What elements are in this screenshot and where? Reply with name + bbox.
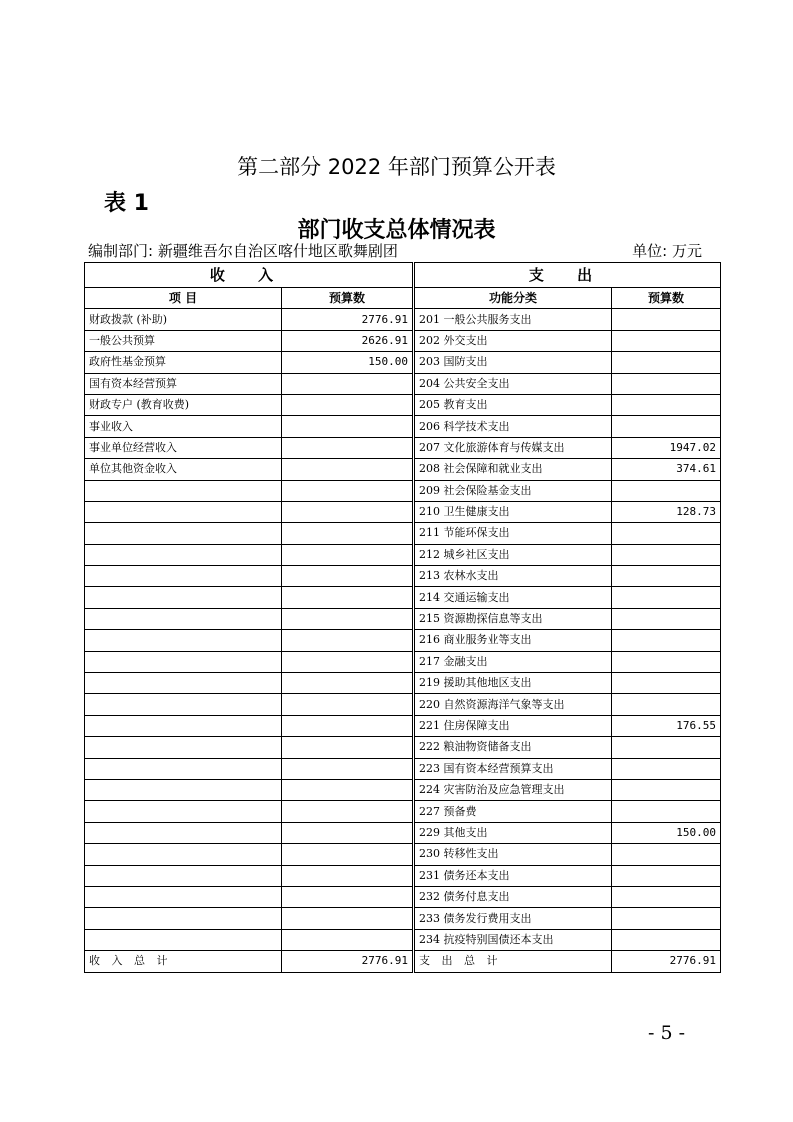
expense-value-cell (612, 779, 721, 800)
expense-value-cell: 1947.02 (612, 437, 721, 458)
part-title: 第二部分 2022 年部门预算公开表 (237, 155, 556, 179)
expense-item-cell: 234 抗疫特别国债还本支出 (414, 929, 612, 950)
income-value-cell (282, 822, 414, 843)
expense-item-cell: 219 援助其他地区支出 (414, 673, 612, 694)
budget-table (84, 262, 721, 973)
table-row (85, 416, 721, 437)
income-item-cell (85, 501, 282, 522)
expense-value-cell (612, 566, 721, 587)
income-value-cell (282, 779, 414, 800)
income-value-cell: 2626.91 (282, 330, 414, 351)
income-item-cell (85, 587, 282, 608)
income-item-cell (85, 715, 282, 736)
table-row (85, 501, 721, 522)
income-value-cell: 150.00 (282, 352, 414, 373)
expense-value-cell (612, 673, 721, 694)
table-row (85, 886, 721, 907)
income-item-cell (85, 608, 282, 629)
table-row (85, 865, 721, 886)
expense-value-cell (612, 886, 721, 907)
expense-item-cell: 213 农林水支出 (414, 566, 612, 587)
table-row (85, 608, 721, 629)
income-item-cell (85, 801, 282, 822)
table-number: 表 1 (104, 191, 149, 216)
income-value-cell (282, 501, 414, 522)
income-value-cell (282, 801, 414, 822)
income-item-cell (85, 480, 282, 501)
income-value-cell (282, 544, 414, 565)
income-section-header: 收 入 (85, 263, 414, 288)
income-item-cell (85, 566, 282, 587)
income-value-cell (282, 566, 414, 587)
income-item-cell (85, 673, 282, 694)
income-value-cell (282, 523, 414, 544)
expense-item-cell: 207 文化旅游体育与传媒支出 (414, 437, 612, 458)
income-item-cell (85, 630, 282, 651)
expense-value-cell (612, 394, 721, 415)
income-item-cell (85, 651, 282, 672)
expense-item-cell: 222 粮油物资储备支出 (414, 737, 612, 758)
income-item-cell (85, 694, 282, 715)
table-row (85, 844, 721, 865)
expense-value-cell (612, 373, 721, 394)
income-value-cell (282, 694, 414, 715)
table-row (85, 459, 721, 480)
income-item-cell: 财政拨款 (补助) (85, 309, 282, 330)
income-item-cell (85, 822, 282, 843)
income-total-label: 收 入 总 计 (85, 951, 282, 972)
income-value-cell (282, 608, 414, 629)
expense-item-cell: 230 转移性支出 (414, 844, 612, 865)
table-row (85, 929, 721, 950)
expense-value-cell: 128.73 (612, 501, 721, 522)
income-value-cell (282, 651, 414, 672)
income-item-cell (85, 523, 282, 544)
budget-column-header: 预算数 (282, 288, 414, 309)
income-item-cell (85, 886, 282, 907)
table-row (85, 544, 721, 565)
expense-value-cell (612, 587, 721, 608)
table-row (85, 779, 721, 800)
budget-table-body (85, 309, 721, 951)
page-number: - 5 - (648, 1022, 686, 1044)
expense-item-cell: 212 城乡社区支出 (414, 544, 612, 565)
income-item-cell (85, 737, 282, 758)
table-row (85, 309, 721, 330)
table-row (85, 480, 721, 501)
expense-value-cell: 150.00 (612, 822, 721, 843)
expense-value-cell (612, 330, 721, 351)
expense-value-cell (612, 416, 721, 437)
table-row (85, 587, 721, 608)
income-value-cell (282, 480, 414, 501)
expense-value-cell (612, 758, 721, 779)
expense-value-cell (612, 844, 721, 865)
expense-section-header: 支 出 (414, 263, 721, 288)
table-title: 部门收支总体情况表 (297, 218, 496, 243)
income-value-cell (282, 459, 414, 480)
income-item-cell (85, 865, 282, 886)
expense-item-cell: 208 社会保障和就业支出 (414, 459, 612, 480)
expense-item-cell: 215 资源勘探信息等支出 (414, 608, 612, 629)
table-row (85, 373, 721, 394)
expense-item-cell: 231 债务还本支出 (414, 865, 612, 886)
table-row (85, 908, 721, 929)
totals-row (85, 951, 721, 972)
expense-value-cell (612, 523, 721, 544)
expense-item-cell: 211 节能环保支出 (414, 523, 612, 544)
income-value-cell (282, 437, 414, 458)
expense-item-cell: 201 一般公共服务支出 (414, 309, 612, 330)
expense-value-cell (612, 908, 721, 929)
expense-total-label: 支 出 总 计 (414, 951, 612, 972)
table-row (85, 352, 721, 373)
expense-value-cell (612, 651, 721, 672)
expense-value-cell: 176.55 (612, 715, 721, 736)
expense-item-cell: 209 社会保险基金支出 (414, 480, 612, 501)
expense-value-cell (612, 630, 721, 651)
table-row (85, 715, 721, 736)
income-value-cell (282, 929, 414, 950)
expense-item-cell: 224 灾害防治及应急管理支出 (414, 779, 612, 800)
income-value-cell (282, 673, 414, 694)
income-value-cell: 2776.91 (282, 309, 414, 330)
expense-value-cell (612, 480, 721, 501)
income-value-cell (282, 737, 414, 758)
table-row (85, 330, 721, 351)
income-item-cell: 事业单位经营收入 (85, 437, 282, 458)
table-row (85, 566, 721, 587)
expense-item-cell: 233 债务发行费用支出 (414, 908, 612, 929)
expense-item-cell: 204 公共安全支出 (414, 373, 612, 394)
expense-value-cell (612, 737, 721, 758)
table-meta (88, 240, 702, 262)
income-item-cell (85, 908, 282, 929)
income-value-cell (282, 587, 414, 608)
table-row (85, 694, 721, 715)
expense-value-cell (612, 309, 721, 330)
income-item-cell: 一般公共预算 (85, 330, 282, 351)
expense-value-cell (612, 865, 721, 886)
income-item-cell (85, 929, 282, 950)
income-value-cell (282, 394, 414, 415)
unit-label: 单位: 万元 (632, 242, 702, 260)
income-value-cell (282, 630, 414, 651)
table-row (85, 737, 721, 758)
income-value-cell (282, 844, 414, 865)
income-value-cell (282, 886, 414, 907)
budget-column-header-2: 预算数 (612, 288, 721, 309)
income-item-cell (85, 779, 282, 800)
function-class-column-header: 功能分类 (414, 288, 612, 309)
table-row (85, 523, 721, 544)
expense-item-cell: 217 金融支出 (414, 651, 612, 672)
income-value-cell (282, 908, 414, 929)
item-column-header: 项 目 (85, 288, 282, 309)
expense-item-cell: 205 教育支出 (414, 394, 612, 415)
expense-item-cell: 221 住房保障支出 (414, 715, 612, 736)
table-row (85, 758, 721, 779)
expense-value-cell (612, 801, 721, 822)
expense-item-cell: 232 债务付息支出 (414, 886, 612, 907)
income-item-cell: 政府性基金预算 (85, 352, 282, 373)
table-row (85, 437, 721, 458)
expense-value-cell (612, 352, 721, 373)
income-value-cell (282, 865, 414, 886)
expense-value-cell (612, 694, 721, 715)
expense-item-cell: 229 其他支出 (414, 822, 612, 843)
expense-item-cell: 206 科学技术支出 (414, 416, 612, 437)
department-label: 编制部门: 新疆维吾尔自治区喀什地区歌舞剧团 (88, 242, 398, 260)
expense-total-value: 2776.91 (612, 951, 721, 972)
table-row (85, 673, 721, 694)
income-value-cell (282, 416, 414, 437)
table-row (85, 822, 721, 843)
income-value-cell (282, 758, 414, 779)
expense-item-cell: 223 国有资本经营预算支出 (414, 758, 612, 779)
expense-item-cell: 227 预备费 (414, 801, 612, 822)
income-item-cell (85, 758, 282, 779)
income-item-cell: 财政专户 (教育收费) (85, 394, 282, 415)
expense-item-cell: 203 国防支出 (414, 352, 612, 373)
expense-value-cell (612, 929, 721, 950)
table-row (85, 651, 721, 672)
expense-value-cell: 374.61 (612, 459, 721, 480)
expense-value-cell (612, 608, 721, 629)
income-item-cell: 单位其他资金收入 (85, 459, 282, 480)
income-value-cell (282, 715, 414, 736)
income-item-cell: 事业收入 (85, 416, 282, 437)
expense-item-cell: 216 商业服务业等支出 (414, 630, 612, 651)
table-row (85, 801, 721, 822)
table-row (85, 630, 721, 651)
income-total-value: 2776.91 (282, 951, 414, 972)
income-item-cell (85, 544, 282, 565)
expense-item-cell: 220 自然资源海洋气象等支出 (414, 694, 612, 715)
income-item-cell (85, 844, 282, 865)
expense-value-cell (612, 544, 721, 565)
expense-item-cell: 210 卫生健康支出 (414, 501, 612, 522)
table-row (85, 394, 721, 415)
expense-item-cell: 202 外交支出 (414, 330, 612, 351)
income-item-cell: 国有资本经营预算 (85, 373, 282, 394)
income-value-cell (282, 373, 414, 394)
expense-item-cell: 214 交通运输支出 (414, 587, 612, 608)
